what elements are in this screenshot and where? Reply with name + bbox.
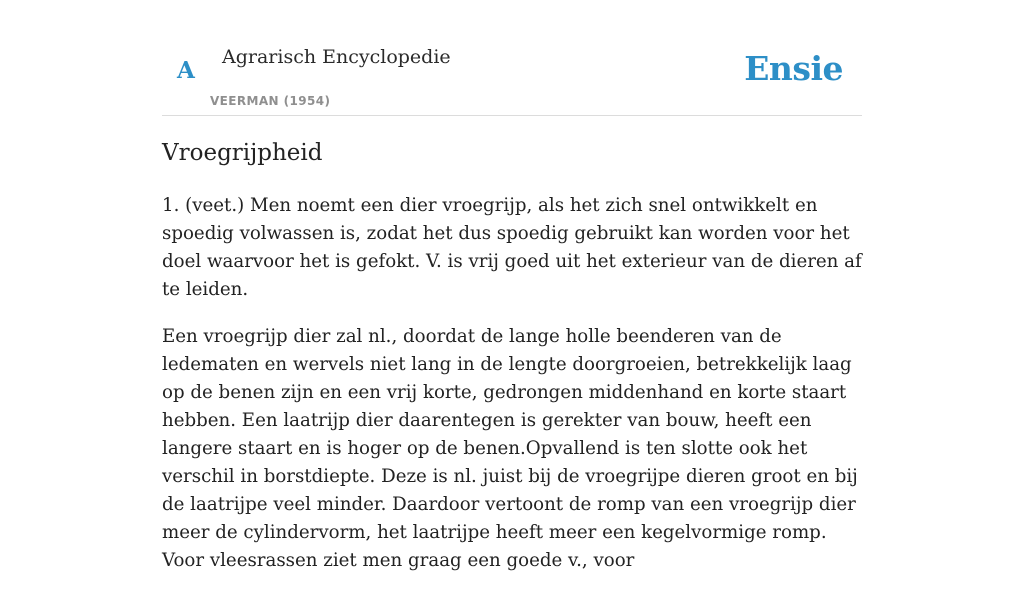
ensie-logo-link[interactable]: Ensie	[744, 49, 843, 88]
header	[162, 40, 862, 116]
publication-title-link[interactable]: Agrarisch Encyclopedie	[222, 46, 451, 68]
article-paragraph: 1. (veet.) Men noemt een dier vroegrijp, als het zich snel ontwikkelt en spoedig volwassen is, zodat het dus spoedig gebruikt kan worden voor het doel waarvoor het is gefokt. V. is vrij goed uit het exterieur van de dieren af te leiden.	[162, 195, 862, 300]
letter-index-link[interactable]: A	[177, 57, 195, 84]
article	[162, 136, 864, 594]
entry-title: Vroegrijpheid	[162, 140, 323, 166]
publication-author: VEERMAN (1954)	[210, 94, 331, 108]
article-paragraph: Een vroegrijp dier zal nl., doordat de lange holle beenderen van de ledematen en wervels niet lang in de lengte doorgroeien, betrekkelijk laag op de benen zijn en een vrij korte, gedrongen middenhand en korte staart hebben. Een laatrijp dier daarentegen is gerekter van bouw, heeft een langere staart en is hoger op de benen.Opvallend is ten slotte ook het verschil in borstdiepte. Deze is nl. juist bij de vroegrijpe dieren groot en bij de laatrijpe veel minder. Daardoor vertoont de romp van een vroegrijp dier meer de cylindervorm, het laatrijpe heeft meer een kegelvormige romp. Voor vleesrassen ziet men graag een goede v., voor	[162, 326, 858, 571]
